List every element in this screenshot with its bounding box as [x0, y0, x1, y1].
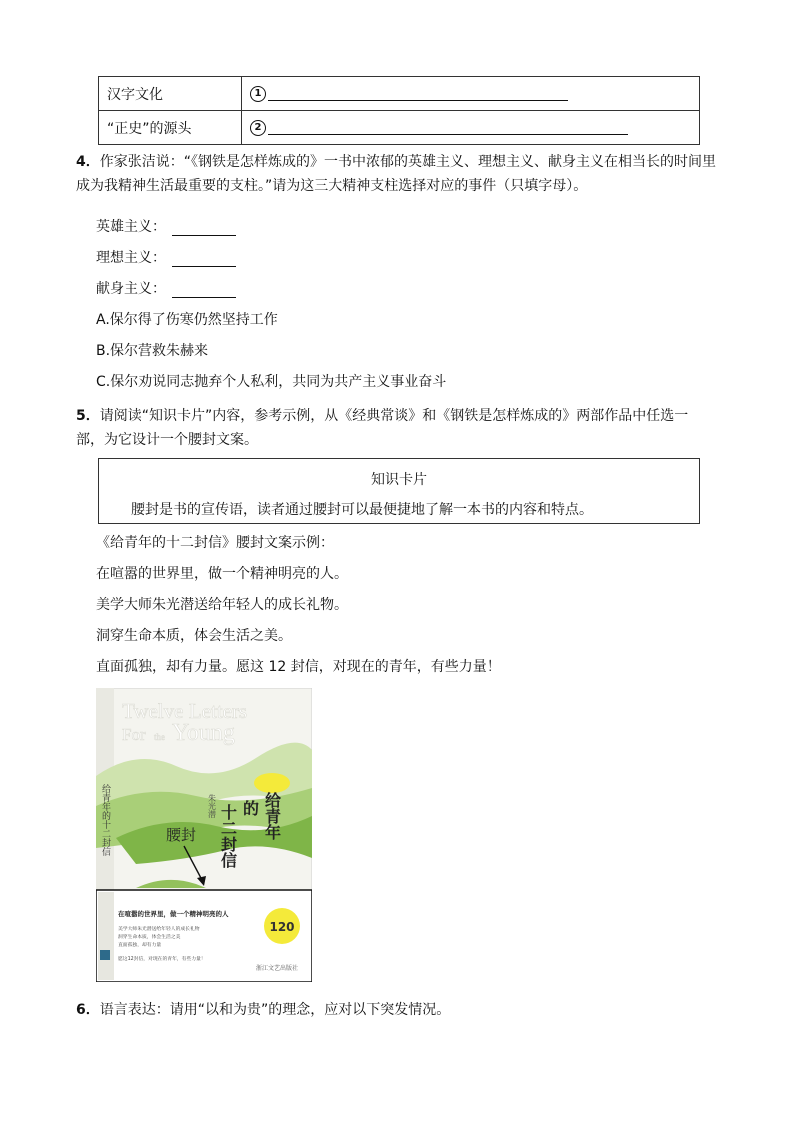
question-4-number: 4． — [76, 154, 100, 170]
answer-blank[interactable] — [172, 283, 236, 298]
option-a: A.保尔得了伤寒仍然坚持工作 — [96, 312, 278, 328]
question-6 — [76, 998, 716, 1022]
belt-label: 腰封 — [166, 826, 197, 844]
cover-english-line-4: Young — [172, 720, 235, 746]
question-4-text: 作家张洁说：“《钢铁是怎样炼成的》一书中浓郁的英雄主义、理想主义、献身主义在相当长的时间里成为我精神生活最重要的支柱。”请为这三大精神支柱选择对应的事件（只填字母）。 — [76, 154, 717, 194]
answer-line-2[interactable] — [268, 120, 628, 135]
field-heroism — [96, 216, 236, 236]
card-body: 腰封是书的宣传语，读者通过腰封可以最便捷地了解一本书的内容和特点。 — [131, 502, 593, 518]
book-cover-image — [96, 688, 312, 982]
publisher-name: 浙江文艺出版社 — [256, 965, 299, 972]
field-idealism — [96, 247, 236, 267]
cover-english-line-3: the — [154, 732, 165, 742]
answer-blank[interactable] — [172, 252, 236, 267]
option-c: C.保尔劝说同志抛弃个人私利，共同为共产主义事业奋斗 — [96, 374, 447, 390]
question-5-text: 请阅读“知识卡片”内容，参考示例，从《经典常谈》和《钢铁是怎样炼成的》两部作品中任选一部，为它设计一个腰封文案。 — [76, 408, 689, 448]
example-line-2: 美学大师朱光潜送给年轻人的成长礼物。 — [96, 597, 348, 613]
field-label: 献身主义： — [96, 281, 166, 297]
spine-title: 给青年的十二封信 — [100, 784, 110, 856]
table-label-2: “正史”的源头 — [99, 111, 242, 145]
example-title: 《给青年的十二封信》腰封文案示例： — [96, 535, 334, 551]
table-label-1: 汉字文化 — [99, 77, 242, 111]
question-6-text: 语言表达：请用“以和为贵”的理念，应对以下突发情况。 — [99, 1002, 451, 1018]
cover-english-line-1: Twelve Letters — [122, 699, 248, 723]
question-4 — [76, 150, 716, 198]
question-5-number: 5． — [76, 408, 100, 424]
knowledge-card — [98, 458, 700, 524]
cover-title-col-2: 的 — [240, 800, 260, 816]
cover-author: 朱光潜 — [207, 794, 217, 818]
field-label: 理想主义： — [96, 250, 166, 266]
publisher-logo — [100, 950, 110, 960]
option-b: B.保尔营救朱赫来 — [96, 343, 209, 359]
example-line-4: 直面孤独，却有力量。愿这 12 封信，对现在的青年，有些力量！ — [96, 659, 501, 675]
cover-title-col-1: 给青年 — [262, 792, 282, 840]
question-5 — [76, 404, 716, 452]
sun-shape — [254, 773, 290, 793]
belt-spine — [98, 892, 114, 980]
belt-line-4: 愿这12封信，对现在的青年，有些力量！ — [118, 957, 206, 962]
field-dedication — [96, 278, 236, 298]
table-answer-2[interactable] — [242, 111, 700, 145]
belt-line-1: 美学大师朱光潜送给年轻人的成长礼物 — [118, 927, 200, 932]
belt-line-3: 直面孤独，却有力量 — [118, 943, 162, 948]
circled-number-1: 1 — [250, 86, 266, 102]
badge-number: 120 — [269, 920, 295, 934]
answer-blank[interactable] — [172, 221, 236, 236]
cover-title-col-3: 十二封信 — [218, 804, 238, 868]
question-6-number: 6． — [76, 1002, 100, 1018]
table-row — [99, 77, 700, 111]
table-row — [99, 111, 700, 145]
example-line-1: 在喧嚣的世界里，做一个精神明亮的人。 — [96, 566, 348, 582]
table-answer-1[interactable] — [242, 77, 700, 111]
belt-headline: 在喧嚣的世界里，做一个精神明亮的人 — [118, 910, 229, 918]
example-line-3: 洞穿生命本质，体会生活之美。 — [96, 628, 292, 644]
answer-line-1[interactable] — [268, 86, 568, 101]
answer-table — [98, 76, 700, 145]
field-label: 英雄主义： — [96, 219, 166, 235]
card-title: 知识卡片 — [371, 472, 427, 488]
cover-english-line-2: For — [122, 725, 146, 744]
belt-line-2: 洞穿生命本质，体会生活之美 — [118, 935, 181, 940]
circled-number-2: 2 — [250, 120, 266, 136]
